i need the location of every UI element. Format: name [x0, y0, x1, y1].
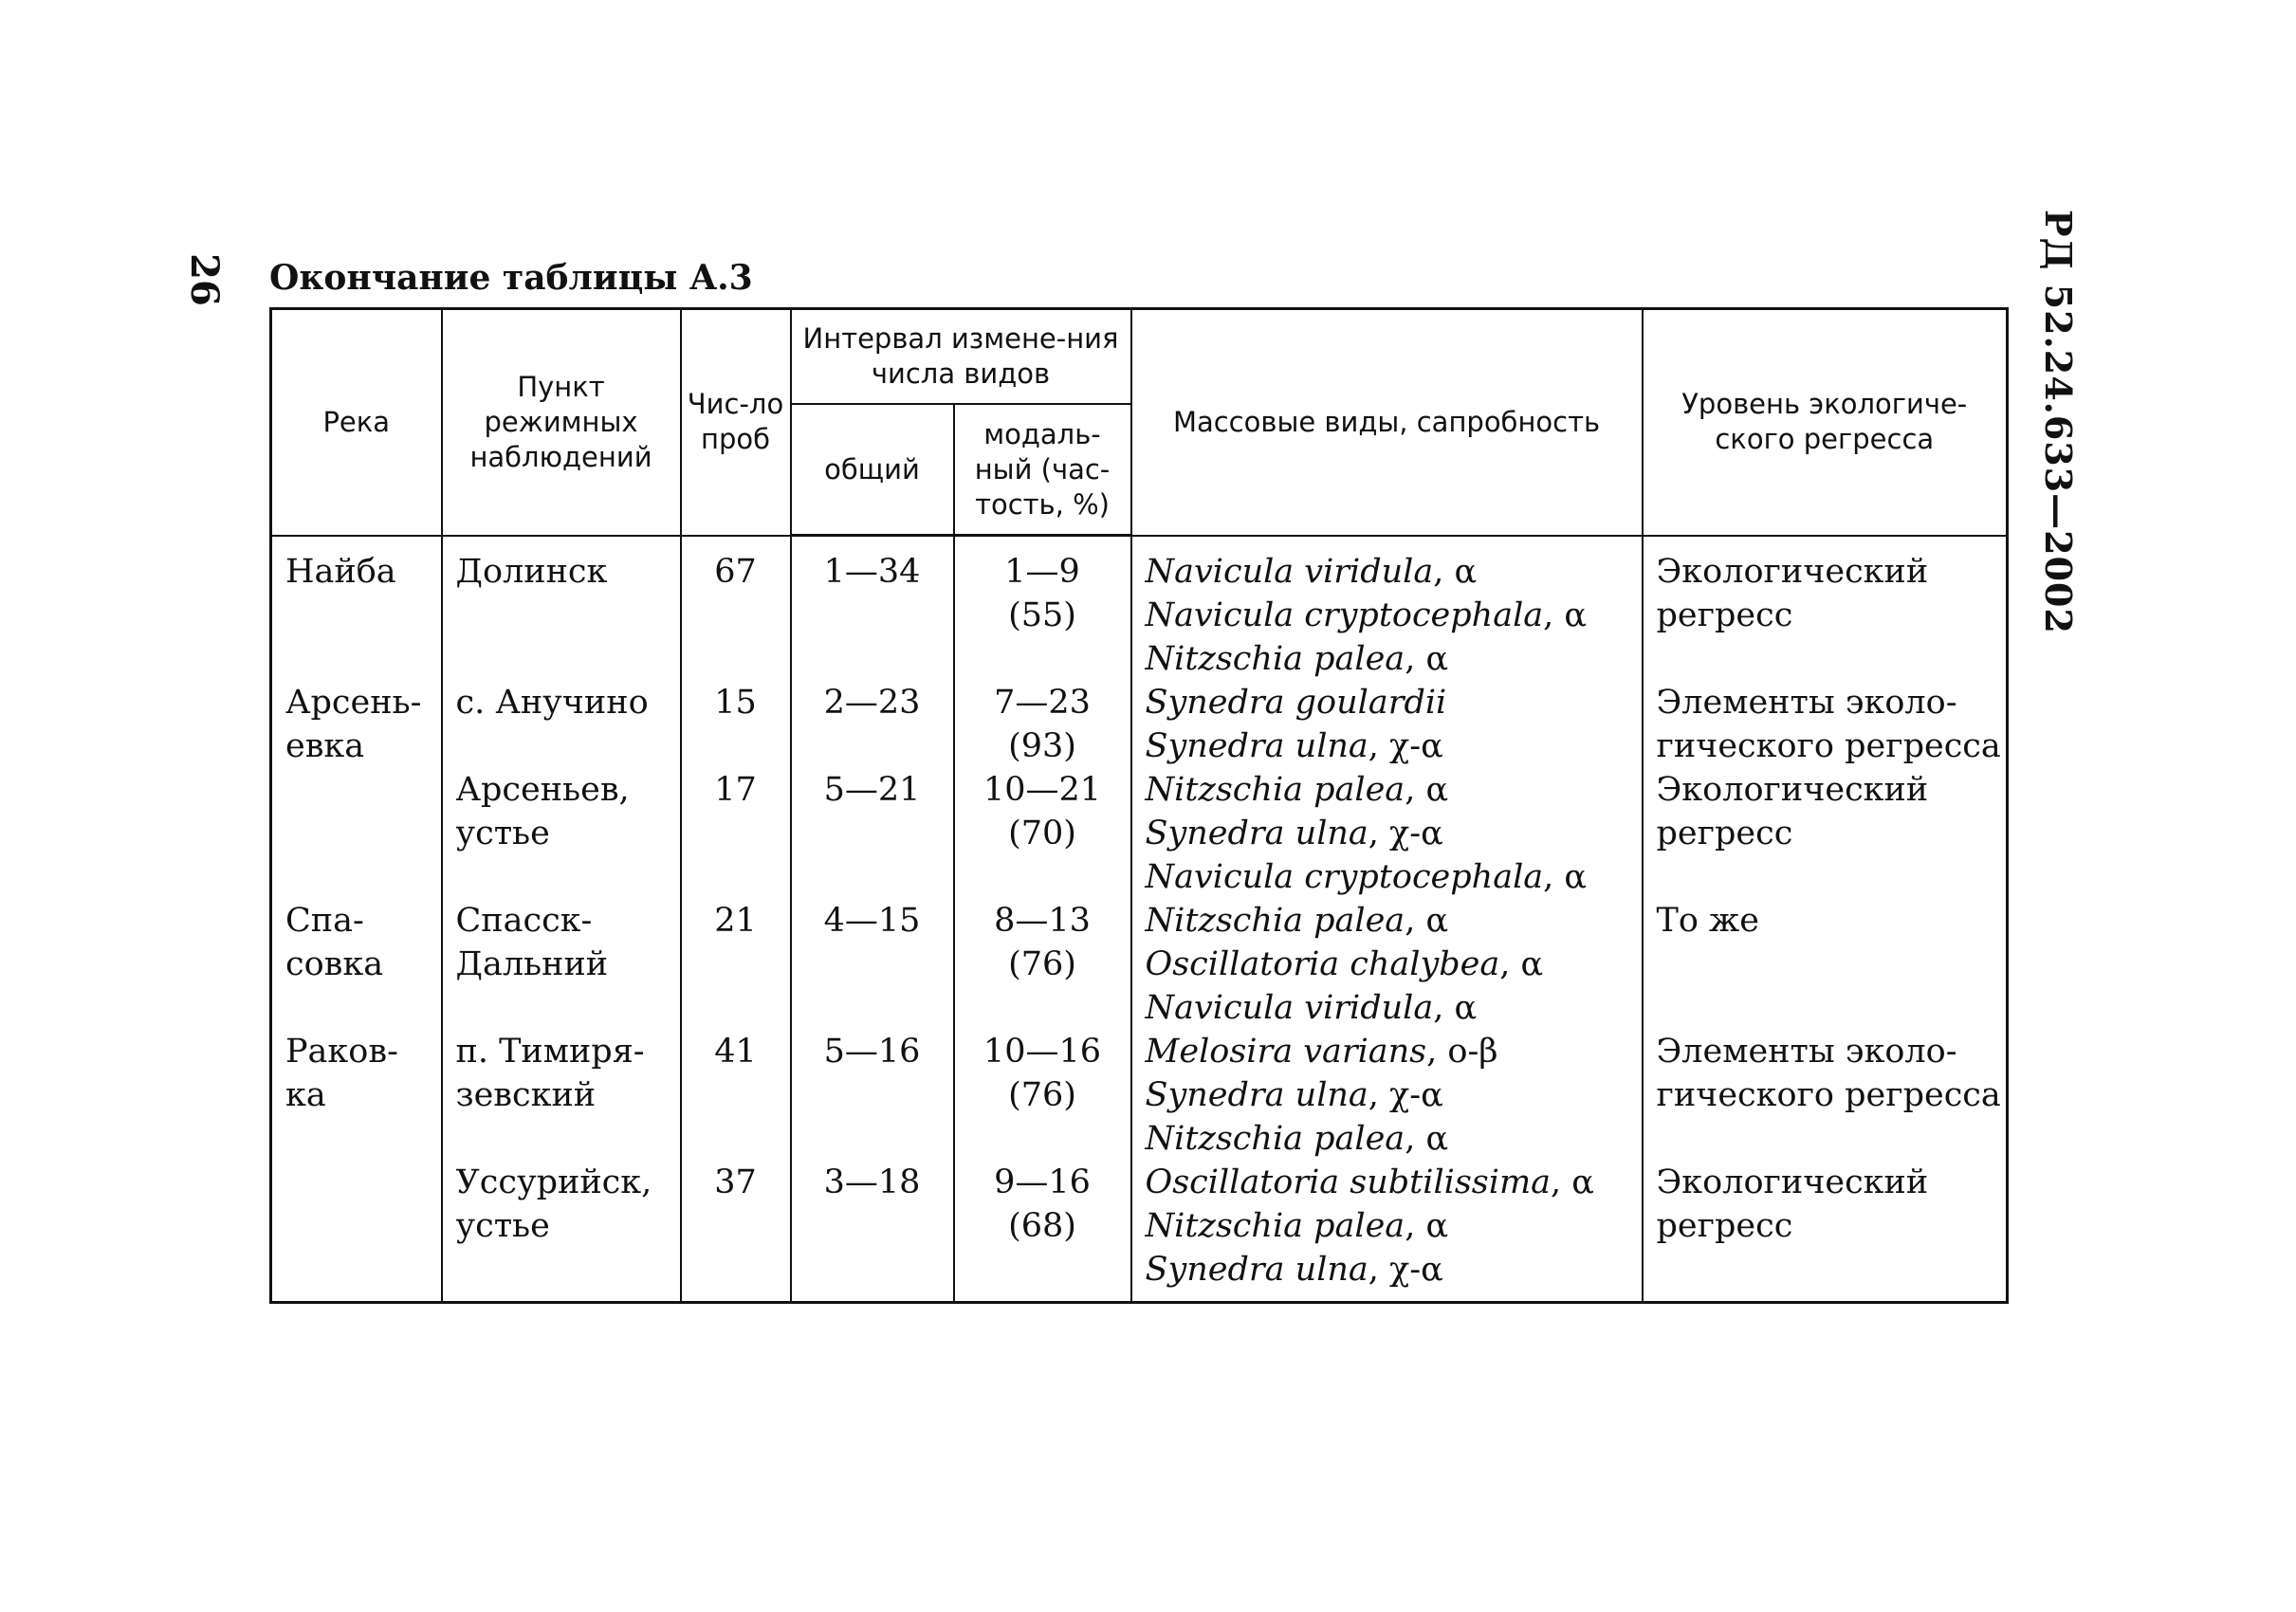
samples-cell: 15 [681, 681, 791, 768]
species-name: Navicula viridula [1145, 552, 1434, 591]
header-mass-species: Массовые виды, сапробность [1131, 309, 1643, 536]
saprobity: , α [1433, 988, 1478, 1027]
table-row [271, 1030, 2008, 1161]
interval-modal-cell [954, 768, 1131, 899]
header-station: Пункт режимных наблюдений [442, 309, 681, 536]
interval-total-cell: 3—18 [791, 1161, 954, 1303]
saprobity: , α [1405, 1119, 1449, 1158]
species-name: Navicula cryptocephala [1145, 857, 1544, 896]
interval-modal-cell [954, 1030, 1131, 1161]
species-entry [1146, 550, 1636, 594]
header-interval-total: общий [791, 404, 954, 536]
species-entry [1146, 986, 1636, 1030]
saprobity: , o-β [1426, 1032, 1498, 1071]
saprobity: , χ-α [1368, 814, 1443, 852]
interval-total-cell: 5—16 [791, 1030, 954, 1161]
header-interval-group: Интервал измене-ния числа видов [791, 309, 1131, 405]
species-entry [1146, 681, 1636, 724]
species-entry [1146, 899, 1636, 943]
interval-modal-cell-line: (55) [1008, 596, 1076, 634]
interval-modal-cell-line: (76) [1008, 944, 1076, 983]
species-entry [1146, 637, 1636, 681]
saprobity: , χ-α [1368, 1250, 1443, 1289]
station-cell-line: Уссурийск, [455, 1163, 652, 1201]
station-cell [442, 1161, 681, 1303]
regress-level-cell [1643, 536, 2008, 681]
species-name: Navicula viridula [1145, 988, 1434, 1027]
species-entry [1146, 1204, 1636, 1248]
regress-level-cell [1643, 899, 2008, 1030]
saprobity: , α [1405, 770, 1449, 809]
station-cell-line: зевский [455, 1075, 597, 1114]
species-name: Nitzschia palea [1145, 1119, 1405, 1158]
table-body [271, 536, 2008, 1303]
river-cell [271, 899, 442, 1030]
regress-level-cell-line: гического регресса [1656, 1075, 2001, 1114]
mass-species-cell [1131, 681, 1643, 768]
interval-modal-cell-line: (76) [1008, 1075, 1076, 1114]
saprobity: , χ-α [1368, 1075, 1443, 1114]
regress-level-cell-line: Элементы эколо- [1656, 1032, 1957, 1071]
species-name: Synedra goulardii [1145, 683, 1447, 722]
river-cell [271, 536, 442, 681]
species-name: Melosira varians [1145, 1032, 1427, 1071]
river-cell-line: Спа- [285, 901, 364, 940]
species-name: Nitzschia palea [1145, 770, 1405, 809]
samples-cell: 67 [681, 536, 791, 681]
document-code: РД 52.24.633—2002 [2037, 210, 2080, 634]
page-number: 26 [182, 253, 227, 306]
interval-modal-cell-line: (68) [1008, 1206, 1076, 1245]
interval-modal-cell [954, 1161, 1131, 1303]
station-cell-line: Долинск [455, 552, 608, 591]
river-cell [271, 768, 442, 899]
species-entry [1146, 1073, 1636, 1117]
river-cell-line: совка [285, 944, 384, 983]
species-name: Synedra ulna [1145, 726, 1368, 765]
interval-modal-cell-line: 10—16 [983, 1032, 1102, 1071]
species-name: Synedra ulna [1145, 814, 1368, 852]
species-name: Synedra ulna [1145, 1250, 1368, 1289]
station-cell-line: Арсеньев, [455, 770, 630, 809]
species-entry [1146, 594, 1636, 637]
table-header [271, 309, 2008, 536]
interval-modal-cell [954, 536, 1131, 681]
station-cell [442, 1030, 681, 1161]
samples-cell: 37 [681, 1161, 791, 1303]
saprobity: , α [1433, 552, 1478, 591]
interval-modal-cell-line: (70) [1008, 814, 1076, 852]
interval-total-cell: 2—23 [791, 681, 954, 768]
station-cell-line: Спасск- [455, 901, 593, 940]
interval-modal-cell-line: 7—23 [994, 683, 1091, 722]
mass-species-cell [1131, 768, 1643, 899]
river-cell-line: ка [285, 1075, 326, 1114]
station-cell [442, 681, 681, 768]
regress-level-cell [1643, 768, 2008, 899]
species-entry [1146, 1161, 1636, 1204]
river-cell-line: Раков- [285, 1032, 398, 1071]
table-row [271, 536, 2008, 681]
samples-cell: 21 [681, 899, 791, 1030]
saprobity: , α [1551, 1163, 1594, 1201]
river-cell [271, 681, 442, 768]
saprobity: , α [1405, 639, 1449, 678]
interval-modal-cell-line: 1—9 [1004, 553, 1080, 591]
header-samples: Чис-ло проб [681, 309, 791, 536]
river-cell-line: Найба [285, 552, 396, 591]
species-entry [1146, 1248, 1636, 1291]
species-entry [1146, 768, 1636, 812]
saprobity: , α [1543, 857, 1588, 896]
species-name: Nitzschia palea [1145, 639, 1405, 678]
species-entry [1146, 812, 1636, 855]
station-cell [442, 536, 681, 681]
regress-level-cell [1643, 681, 2008, 768]
table-row [271, 899, 2008, 1030]
interval-modal-cell-line: 9—16 [994, 1163, 1091, 1201]
species-name: Synedra ulna [1145, 1075, 1368, 1114]
station-cell-line: п. Тимиря- [455, 1032, 645, 1071]
table-row [271, 681, 2008, 768]
regress-level-cell [1643, 1161, 2008, 1303]
interval-modal-cell [954, 681, 1131, 768]
regress-level-cell-line: Экологический [1656, 770, 1929, 809]
station-cell [442, 768, 681, 899]
mass-species-cell [1131, 536, 1643, 681]
samples-cell: 17 [681, 768, 791, 899]
regress-level-cell-line: регресс [1656, 595, 1793, 634]
river-cell-line: евка [285, 726, 365, 765]
species-entry [1146, 1117, 1636, 1161]
mass-species-cell [1131, 899, 1643, 1030]
mass-species-cell [1131, 1161, 1643, 1303]
interval-modal-cell-line: (93) [1008, 726, 1076, 765]
regress-level-cell-line: Элементы эколо- [1656, 683, 1957, 722]
interval-total-cell: 5—21 [791, 768, 954, 899]
river-cell [271, 1030, 442, 1161]
species-name: Nitzschia palea [1145, 901, 1405, 940]
data-table [269, 307, 2009, 1304]
table-caption: Окончание таблицы А.3 [269, 258, 753, 298]
species-name: Nitzschia palea [1145, 1206, 1405, 1245]
species-name: Oscillatoria chalybea [1145, 944, 1500, 983]
interval-total-cell: 4—15 [791, 899, 954, 1030]
saprobity: , α [1405, 1206, 1449, 1245]
saprobity: , α [1499, 944, 1544, 983]
species-entry [1146, 1030, 1636, 1073]
species-entry [1146, 943, 1636, 986]
species-name: Oscillatoria subtilissima [1145, 1163, 1552, 1201]
species-entry [1146, 724, 1636, 768]
mass-species-cell [1131, 1030, 1643, 1161]
interval-modal-cell [954, 899, 1131, 1030]
regress-level-cell-line: регресс [1656, 1206, 1793, 1245]
species-name: Navicula cryptocephala [1145, 595, 1544, 634]
saprobity: , χ-α [1368, 726, 1443, 765]
header-interval-modal: модаль-ный (час-тость, %) [954, 404, 1131, 536]
interval-modal-cell-line: 10—21 [983, 770, 1102, 809]
station-cell-line: устье [455, 814, 550, 852]
station-cell [442, 899, 681, 1030]
regress-level-cell-line: гического регресса [1656, 726, 2001, 765]
species-entry [1146, 855, 1636, 899]
samples-cell: 41 [681, 1030, 791, 1161]
river-cell-line: Арсень- [285, 683, 422, 722]
table-row [271, 768, 2008, 899]
saprobity: , α [1543, 595, 1588, 634]
interval-modal-cell-line: 8—13 [994, 901, 1091, 940]
station-cell-line: Дальний [455, 944, 609, 983]
station-cell-line: устье [455, 1206, 550, 1245]
header-river: Река [271, 309, 442, 536]
regress-level-cell [1643, 1030, 2008, 1161]
regress-level-cell-line: Экологический [1656, 1163, 1929, 1201]
header-regress-level: Уровень экологиче-ского регресса [1643, 309, 2008, 536]
regress-level-cell-line: То же [1656, 901, 1759, 940]
saprobity: , α [1405, 901, 1449, 940]
interval-total-cell: 1—34 [791, 536, 954, 681]
river-cell [271, 1161, 442, 1303]
table-row [271, 1161, 2008, 1303]
station-cell-line: с. Анучино [455, 683, 649, 722]
regress-level-cell-line: регресс [1656, 814, 1793, 852]
regress-level-cell-line: Экологический [1656, 552, 1929, 591]
